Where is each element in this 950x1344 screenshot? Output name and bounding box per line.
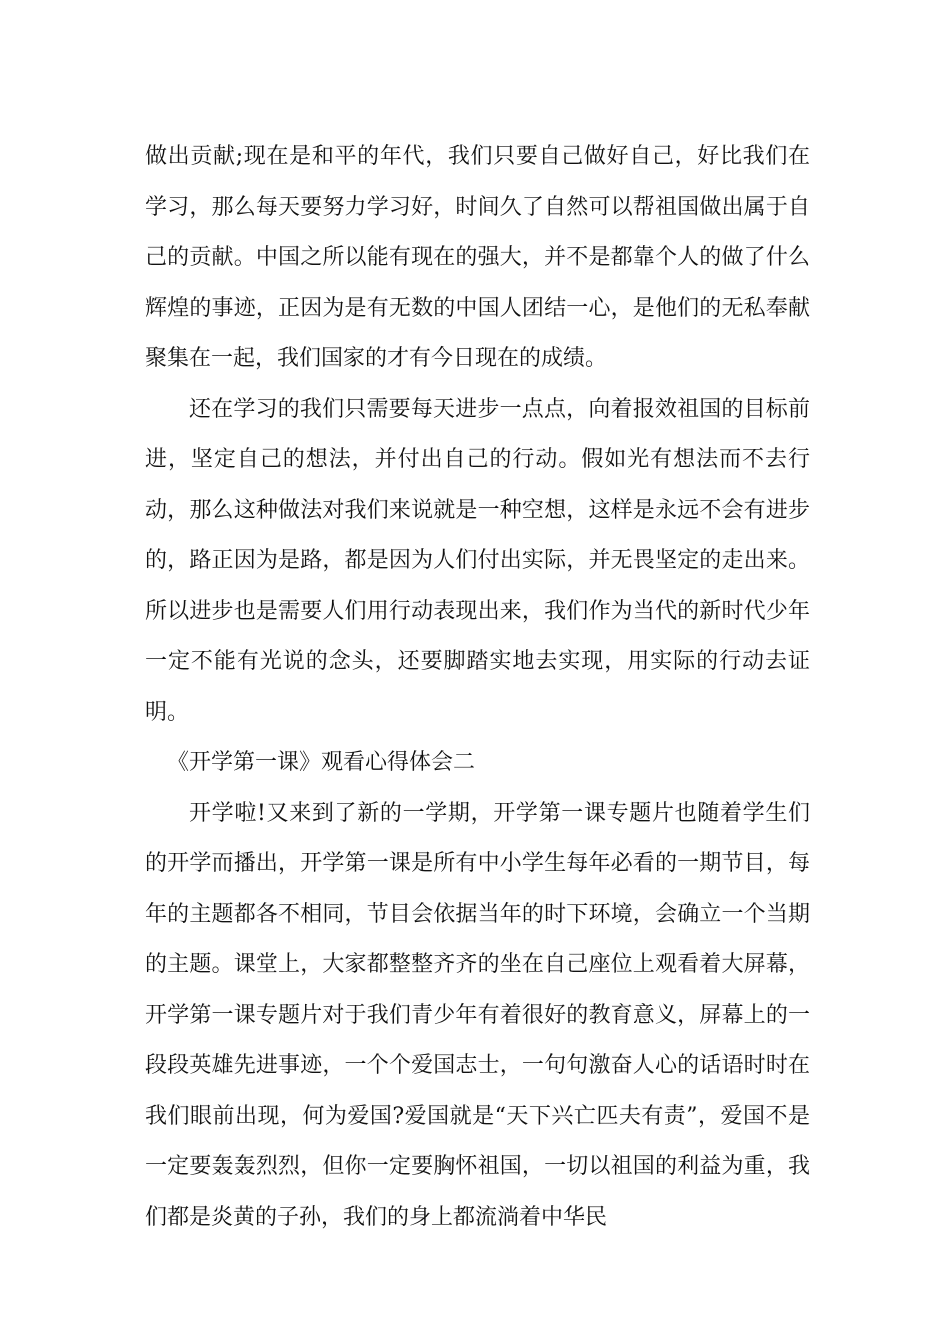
paragraph-continuation: 做出贡献;现在是和平的年代，我们只要自己做好自己，好比我们在学习，那么每天要努力学习好，时间久了自然可以帮祖国做出属于自己的贡献。中国之所以能有现在的强大，并不是都靠个人的做了什么辉煌的事迹，正因为是有无数的中国人团结一心，是他们的无私奉献聚集在一起，我们国家的才有今日现在的成绩。 <box>145 144 810 371</box>
paragraph-first-lesson: 开学啦!又来到了新的一学期，开学第一课专题片也随着学生们的开学而播出，开学第一课是所有中小学生每年必看的一期节目，每年的主题都各不相同，节目会依据当年的时下环境，会确立一个当期的主题。课堂上，大家都整整齐齐的坐在自己座位上观看着大屏幕，开学第一课专题片对于我们青少年有着很好的教育意义，屏幕上的一段段英雄先进事迹，一个个爱国志士，一句句激奋人心的话语时时在我们眼前出现，何为爱国?爱国就是“天下兴亡匹夫有责”，爱国不是一定要轰轰烈烈，但你一定要胸怀祖国，一切以祖国的利益为重，我们都是炎黄的子孙，我们的身上都流淌着中华民 <box>145 800 810 1230</box>
document-body <box>145 132 810 1243</box>
paragraph-study-progress: 还在学习的我们只需要每天进步一点点，向着报效祖国的目标前进，坚定自己的想法，并付出自己的行动。假如光有想法而不去行动，那么这种做法对我们来说就是一种空想，这样是永远不会有进步的，路正因为是路，都是因为人们付出实际，并无畏坚定的走出来。所以进步也是需要人们用行动表现出来，我们作为当代的新时代少年一定不能有光说的念头，还要脚踏实地去实现，用实际的行动去证明。 <box>145 396 810 725</box>
section-heading: 《开学第一课》观看心得体会二 <box>167 750 476 775</box>
